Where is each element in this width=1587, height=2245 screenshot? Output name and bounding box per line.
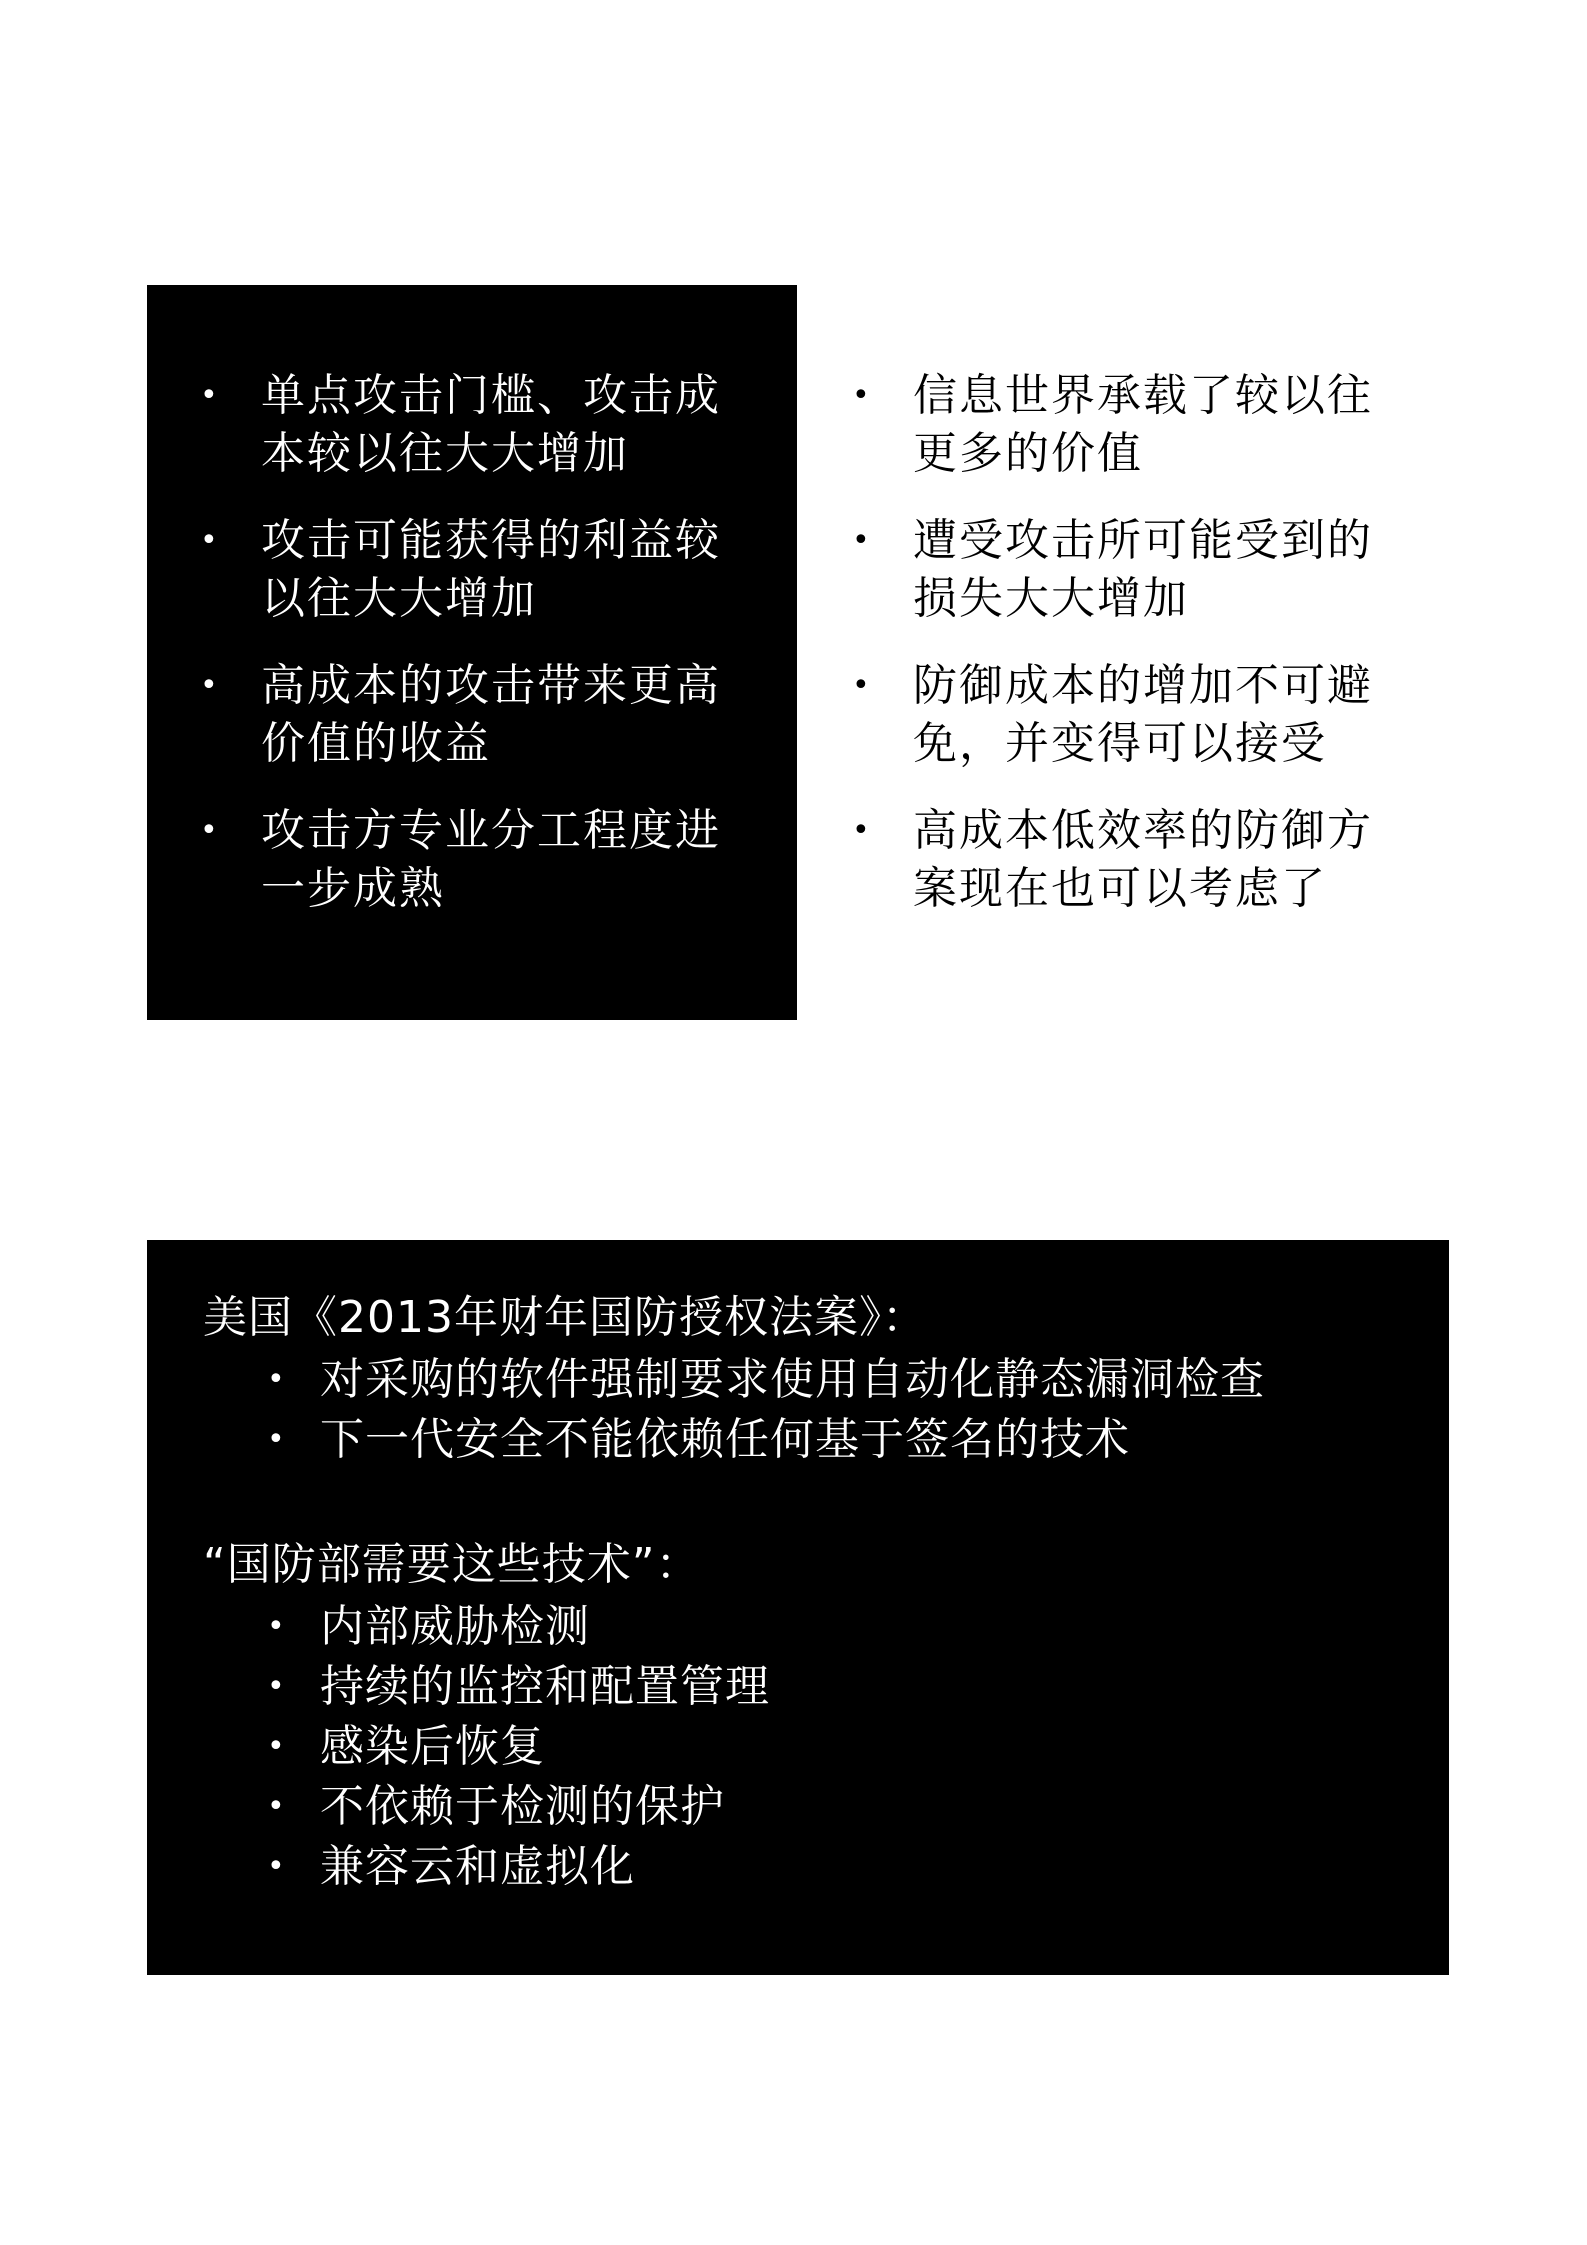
ndaa-bullet-list [267,1350,1265,1470]
bullet-icon: • [200,378,218,413]
list-item [267,1717,770,1777]
bullet-text: 攻击可能获得的利益较 以往大大增加 [261,515,721,624]
bullet-text: 单点攻击门槛、攻击成 本较以往大大增加 [261,370,721,479]
right-bullet-list [852,367,1452,947]
bullet-icon: • [852,523,870,558]
bullet-text: 持续的监控和配置管理 [320,1661,770,1712]
bullet-icon: • [267,1729,285,1764]
list-item [852,802,1452,947]
list-item [267,1657,770,1717]
section-heading-ndaa: 美国《2013年财年国防授权法案》： [203,1292,927,1343]
bullet-icon: • [200,813,218,848]
bullet-text: 信息世界承载了较以往 更多的价值 [913,370,1373,479]
bullet-icon: • [852,668,870,703]
left-bullet-list [200,367,760,947]
bullet-icon: • [267,1789,285,1824]
list-item [200,802,760,947]
bullet-icon: • [267,1849,285,1884]
list-item [267,1837,770,1897]
bullet-text: 高成本低效率的防御方 案现在也可以考虑了 [913,805,1373,914]
list-item [267,1410,1265,1470]
bullet-icon: • [852,378,870,413]
list-item [200,512,760,657]
bullet-text: 防御成本的增加不可避 免，并变得可以接受 [913,660,1373,769]
bullet-text: 下一代安全不能依赖任何基于签名的技术 [320,1414,1130,1465]
bullet-icon: • [852,813,870,848]
list-item [852,657,1452,802]
list-item [267,1350,1265,1410]
bullet-icon: • [267,1422,285,1457]
bullet-text: 内部威胁检测 [320,1601,590,1652]
bullet-icon: • [267,1669,285,1704]
bullet-text: 感染后恢复 [320,1721,545,1772]
list-item [200,367,760,512]
bullet-text: 不依赖于检测的保护 [320,1781,725,1832]
bullet-icon: • [267,1609,285,1644]
bullet-text: 攻击方专业分工程度进 一步成熟 [261,805,721,914]
bullet-text: 对采购的软件强制要求使用自动化静态漏洞检查 [320,1354,1265,1405]
bullet-icon: • [267,1362,285,1397]
bullet-text: 遭受攻击所可能受到的 损失大大增加 [913,515,1373,624]
bullet-text: 高成本的攻击带来更高 价值的收益 [261,660,721,769]
bullet-icon: • [200,668,218,703]
list-item [267,1777,770,1837]
bullet-icon: • [200,523,218,558]
list-item [852,367,1452,512]
list-item [267,1597,770,1657]
section-heading-dod: “国防部需要这些技术”： [203,1539,701,1590]
dod-bullet-list [267,1597,770,1897]
bullet-text: 兼容云和虚拟化 [320,1841,635,1892]
slide-1 [0,285,1587,1020]
list-item [852,512,1452,657]
slide-2 [147,1240,1449,1975]
list-item [200,657,760,802]
